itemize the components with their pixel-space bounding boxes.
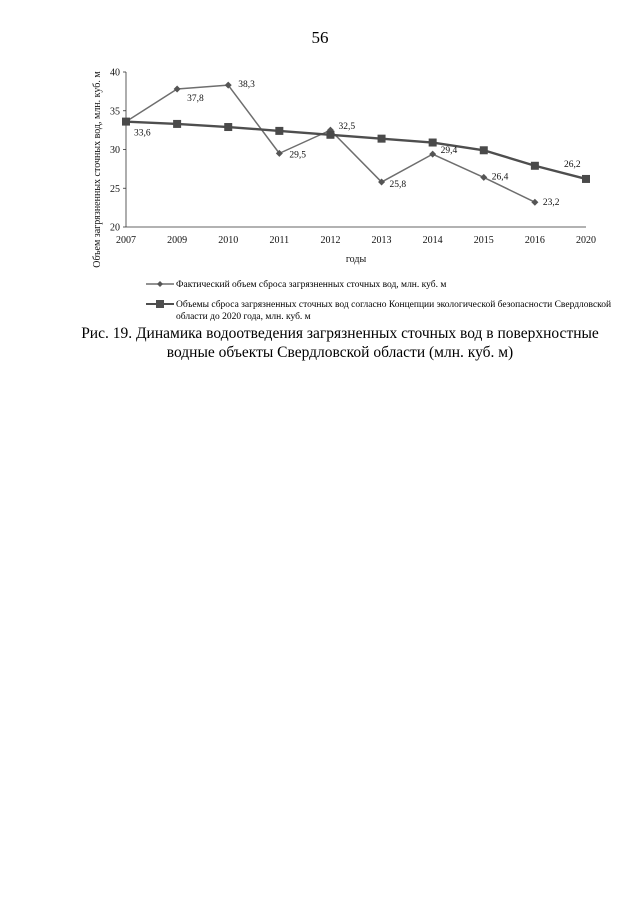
point-actual (531, 199, 538, 206)
x-tick-label: 2009 (167, 235, 188, 246)
y-tick-label: 30 (110, 145, 120, 156)
data-label-actual: 25,8 (389, 180, 407, 191)
figure-caption (60, 324, 620, 362)
x-tick-label: 2007 (116, 235, 136, 246)
y-axis-title: Объем загрязненных сточных вод, млн. куб. м (92, 71, 103, 268)
caption-line-1: Рис. 19. Динамика водоотведения загрязненных сточных вод в поверхностные (81, 325, 599, 342)
data-label-planned: 26,2 (564, 159, 581, 170)
x-tick-label: 2010 (218, 235, 239, 246)
data-label-actual: 29,5 (289, 150, 306, 161)
x-tick-label: 2015 (473, 235, 494, 246)
line-chart (0, 0, 640, 300)
data-label-actual: 32,5 (338, 122, 356, 133)
point-planned (531, 162, 539, 170)
point-planned (173, 120, 181, 128)
caption-line-2: водные объекты Свердловской области (млн. куб. м) (166, 344, 514, 361)
x-tick-label: 2013 (371, 235, 392, 246)
point-actual (174, 86, 181, 93)
y-tick-label: 40 (110, 67, 120, 79)
point-planned (122, 118, 130, 126)
data-label-actual: 23,2 (542, 198, 560, 209)
legend-item-planned (146, 299, 616, 323)
data-label-actual: 37,8 (187, 94, 204, 105)
point-planned (480, 146, 488, 154)
page-number: 56 (311, 28, 329, 47)
y-tick-label: 20 (110, 222, 120, 234)
x-axis-title: годы (345, 254, 367, 265)
legend-marker-actual (146, 279, 174, 289)
point-planned (582, 175, 590, 183)
data-label-actual: 26,4 (491, 172, 509, 183)
chart-axes (92, 68, 596, 268)
legend-marker-planned (146, 299, 174, 309)
y-tick-label: 35 (110, 106, 120, 118)
x-tick-label: 2012 (320, 235, 341, 246)
point-planned (378, 135, 386, 143)
y-tick-label: 25 (110, 183, 120, 195)
x-tick-label: 2020 (576, 235, 596, 246)
x-tick-label: 2011 (269, 235, 290, 246)
data-label-actual: 33,6 (134, 128, 151, 139)
point-planned (429, 139, 437, 147)
chart-data-labels (134, 80, 581, 208)
legend-label-planned: Объемы сброса загрязненных сточных вод согласно Концепции экологической безопасности Свердловской области до 2020 года, млн. куб. м (176, 300, 612, 322)
x-tick-label: 2014 (422, 235, 443, 246)
point-planned (224, 123, 232, 131)
point-planned (326, 131, 334, 139)
data-label-actual: 29,4 (440, 146, 458, 157)
point-actual (480, 174, 487, 181)
series-planned-line (126, 122, 586, 179)
point-planned (275, 127, 283, 135)
x-tick-label: 2016 (524, 235, 545, 246)
legend-item-actual (146, 279, 616, 291)
legend-label-actual: Фактический объем сброса загрязненных сточных вод, млн. куб. м (176, 280, 447, 290)
data-label-actual: 38,3 (238, 80, 255, 91)
point-actual (429, 151, 436, 158)
